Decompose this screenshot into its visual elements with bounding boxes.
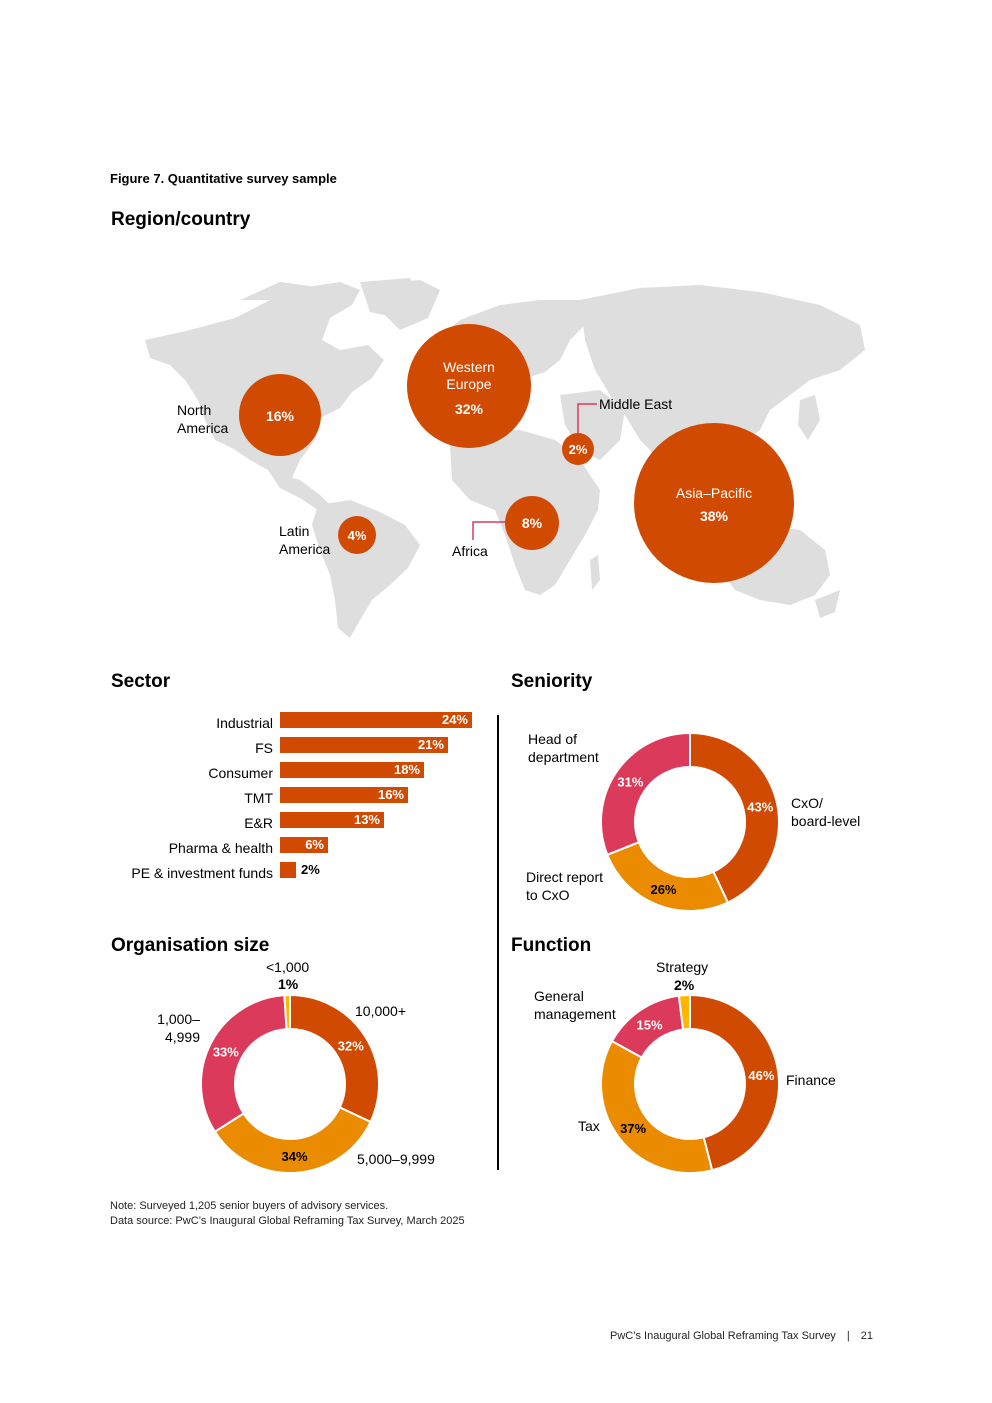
footer-separator: | <box>846 1330 850 1342</box>
world-map <box>0 0 992 660</box>
org-size-slice-label-0: 32% <box>337 1038 364 1054</box>
figure-title: Figure 7. Quantitative survey sample <box>110 171 337 186</box>
general-management-label: General management <box>534 988 616 1022</box>
sector-bar-value-5: 6% <box>305 837 324 852</box>
seniority-slice-1 <box>607 842 728 911</box>
middle-east-value: 2% <box>568 442 588 457</box>
sector-bar-5 <box>280 837 328 853</box>
sector-bar-3 <box>280 787 408 803</box>
sector-bar-1 <box>280 737 448 753</box>
sector-section-title: Sector <box>111 671 171 692</box>
function-slice-label-1: 37% <box>620 1121 647 1137</box>
function-slice-label-2: 15% <box>636 1017 663 1033</box>
asia-pacific-bubble <box>634 423 794 583</box>
north-america-label: North America <box>177 402 229 436</box>
seniority-slice-label-2: 31% <box>617 774 644 790</box>
note-text: Note: Surveyed 1,205 senior buyers of advisory services. <box>110 1200 389 1212</box>
page-footer <box>610 1330 873 1342</box>
western-europe-name-line2: Europe <box>446 376 492 392</box>
lt-1000-label: <1,000 <box>266 959 310 975</box>
lt-1000-value: 1% <box>278 976 299 992</box>
sector-label-0: Industrial <box>216 715 273 731</box>
sector-bar-value-6: 2% <box>301 862 320 877</box>
sector-label-4: E&R <box>244 815 273 831</box>
sector-label-6: PE & investment funds <box>131 865 273 881</box>
function-slice-label-0: 46% <box>748 1067 775 1083</box>
africa-label: Africa <box>452 543 488 559</box>
org-size-slice-label-2: 33% <box>212 1044 239 1060</box>
function-section-title: Function <box>511 935 592 956</box>
seniority-donut-chart <box>590 722 790 922</box>
sector-bar-6 <box>280 862 320 878</box>
latin-america-label: Latin America <box>279 523 331 557</box>
source-text: Data source: PwC’s Inaugural Global Reframing Tax Survey, March 2025 <box>110 1215 465 1227</box>
seniority-slice-label-0: 43% <box>747 799 774 815</box>
western-europe-value: 32% <box>454 401 484 417</box>
sector-bar-0 <box>280 712 472 728</box>
tax-label: Tax <box>578 1118 600 1134</box>
seniority-slice-label-1: 26% <box>650 881 677 897</box>
north-america-value: 16% <box>265 408 295 424</box>
org-size-slice-label-1: 34% <box>281 1148 308 1164</box>
sector-bar-value-1: 21% <box>417 737 444 752</box>
sector-bar-value-3: 16% <box>377 787 404 802</box>
seniority-slice-2 <box>601 733 690 855</box>
region-section-title: Region/country <box>111 209 251 230</box>
footnote <box>110 1199 465 1229</box>
western-europe-name-line1: Western <box>443 359 495 375</box>
cxo-board-level-label: CxO/ board-level <box>791 795 861 829</box>
africa-value: 8% <box>521 515 543 531</box>
sector-bar-value-4: 13% <box>353 812 380 827</box>
strategy-label: Strategy <box>656 959 709 975</box>
head-of-department-label: Head of department <box>528 731 599 765</box>
5000-9999-label: 5,000–9,999 <box>357 1151 435 1167</box>
middle-east-label: Middle East <box>599 396 673 412</box>
function-slice-1 <box>601 1041 712 1173</box>
10000-plus-label: 10,000+ <box>355 1003 406 1019</box>
footer-title: PwC’s Inaugural Global Reframing Tax Survey <box>610 1330 836 1342</box>
section-divider <box>497 715 499 1170</box>
org-size-section-title: Organisation size <box>111 935 270 956</box>
sector-bar-4 <box>280 812 384 828</box>
direct-report-label: Direct report to CxO <box>526 869 604 903</box>
sector-label-5: Pharma & health <box>168 840 273 856</box>
asia-pacific-value: 38% <box>699 508 729 524</box>
function-donut-chart <box>590 984 790 1184</box>
sector-label-3: TMT <box>244 790 273 806</box>
sector-bar-value-2: 18% <box>393 762 420 777</box>
page-number: 21 <box>860 1330 874 1342</box>
sector-label-2: Consumer <box>208 765 273 781</box>
asia-pacific-name: Asia–Pacific <box>675 485 753 501</box>
org-size-slice-2 <box>201 995 287 1132</box>
sector-label-1: FS <box>255 740 273 756</box>
seniority-section-title: Seniority <box>511 671 593 692</box>
latin-america-value: 4% <box>347 528 367 543</box>
sector-bar-value-0: 24% <box>441 712 468 727</box>
sector-bar-2 <box>280 762 424 778</box>
finance-label: Finance <box>786 1072 836 1088</box>
org-size-slice-3 <box>284 995 290 1029</box>
strategy-value: 2% <box>674 977 695 993</box>
1000-4999-label: 1,000– 4,999 <box>157 1011 200 1045</box>
